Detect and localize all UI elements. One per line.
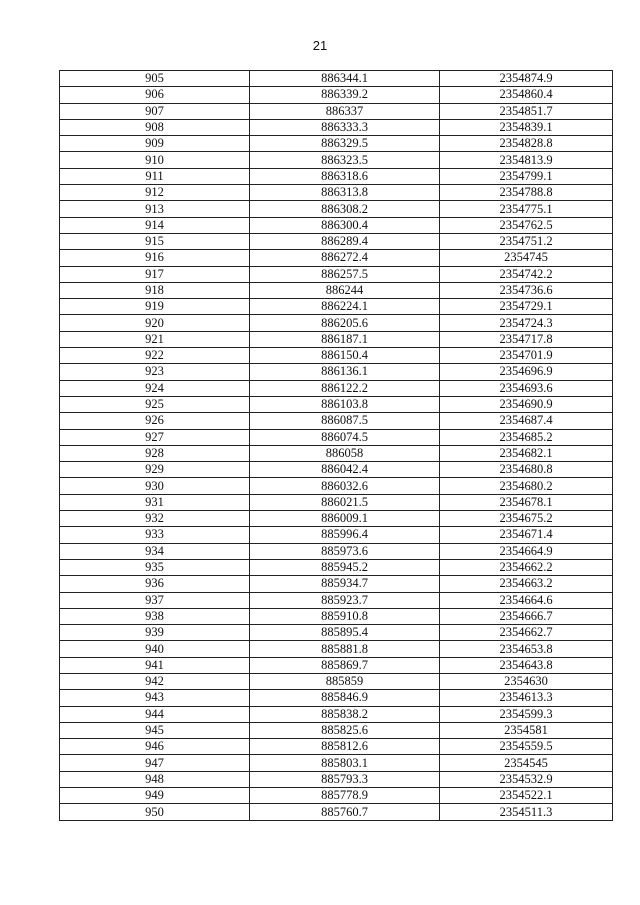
x-coordinate-cell: 886187.1 <box>250 331 440 347</box>
y-coordinate-cell: 2354666.7 <box>440 608 613 624</box>
table-row <box>60 641 613 657</box>
point-number-cell: 916 <box>60 250 250 266</box>
y-coordinate-cell: 2354545 <box>440 755 613 771</box>
y-coordinate-cell: 2354851.7 <box>440 103 613 119</box>
y-coordinate-cell: 2354643.8 <box>440 657 613 673</box>
x-coordinate-cell: 886205.6 <box>250 315 440 331</box>
table-row <box>60 559 613 575</box>
point-number-cell: 909 <box>60 136 250 152</box>
y-coordinate-cell: 2354599.3 <box>440 706 613 722</box>
point-number-cell: 950 <box>60 804 250 820</box>
table-row <box>60 250 613 266</box>
table-row <box>60 788 613 804</box>
x-coordinate-cell: 886339.2 <box>250 87 440 103</box>
y-coordinate-cell: 2354745 <box>440 250 613 266</box>
point-number-cell: 931 <box>60 494 250 510</box>
x-coordinate-cell: 885945.2 <box>250 559 440 575</box>
table-row <box>60 673 613 689</box>
table-row <box>60 168 613 184</box>
point-number-cell: 911 <box>60 168 250 184</box>
y-coordinate-cell: 2354663.2 <box>440 576 613 592</box>
y-coordinate-cell: 2354581 <box>440 722 613 738</box>
x-coordinate-cell: 885923.7 <box>250 592 440 608</box>
table-row <box>60 722 613 738</box>
x-coordinate-cell: 885825.6 <box>250 722 440 738</box>
x-coordinate-cell: 886272.4 <box>250 250 440 266</box>
y-coordinate-cell: 2354693.6 <box>440 380 613 396</box>
y-coordinate-cell: 2354762.5 <box>440 217 613 233</box>
point-number-cell: 922 <box>60 348 250 364</box>
point-number-cell: 928 <box>60 445 250 461</box>
table-row <box>60 429 613 445</box>
x-coordinate-cell: 886329.5 <box>250 136 440 152</box>
point-number-cell: 946 <box>60 739 250 755</box>
y-coordinate-cell: 2354799.1 <box>440 168 613 184</box>
table-row <box>60 527 613 543</box>
point-number-cell: 924 <box>60 380 250 396</box>
point-number-cell: 915 <box>60 233 250 249</box>
x-coordinate-cell: 886087.5 <box>250 413 440 429</box>
point-number-cell: 937 <box>60 592 250 608</box>
y-coordinate-cell: 2354671.4 <box>440 527 613 543</box>
x-coordinate-cell: 886103.8 <box>250 396 440 412</box>
y-coordinate-cell: 2354839.1 <box>440 119 613 135</box>
x-coordinate-cell: 885869.7 <box>250 657 440 673</box>
point-number-cell: 905 <box>60 71 250 87</box>
x-coordinate-cell: 886313.8 <box>250 185 440 201</box>
point-number-cell: 940 <box>60 641 250 657</box>
x-coordinate-cell: 886308.2 <box>250 201 440 217</box>
table-row <box>60 804 613 820</box>
table-row <box>60 87 613 103</box>
point-number-cell: 919 <box>60 299 250 315</box>
y-coordinate-cell: 2354690.9 <box>440 396 613 412</box>
x-coordinate-cell: 886318.6 <box>250 168 440 184</box>
table-row <box>60 217 613 233</box>
point-number-cell: 945 <box>60 722 250 738</box>
table-row <box>60 462 613 478</box>
point-number-cell: 941 <box>60 657 250 673</box>
x-coordinate-cell: 885973.6 <box>250 543 440 559</box>
x-coordinate-cell: 886244 <box>250 282 440 298</box>
x-coordinate-cell: 886344.1 <box>250 71 440 87</box>
x-coordinate-cell: 885910.8 <box>250 608 440 624</box>
y-coordinate-cell: 2354682.1 <box>440 445 613 461</box>
table-row <box>60 266 613 282</box>
table-row <box>60 755 613 771</box>
table-row <box>60 706 613 722</box>
x-coordinate-cell: 885934.7 <box>250 576 440 592</box>
x-coordinate-cell: 886333.3 <box>250 119 440 135</box>
coordinates-table <box>59 70 613 821</box>
table-row <box>60 364 613 380</box>
point-number-cell: 913 <box>60 201 250 217</box>
point-number-cell: 939 <box>60 625 250 641</box>
y-coordinate-cell: 2354662.2 <box>440 559 613 575</box>
table-row <box>60 413 613 429</box>
y-coordinate-cell: 2354742.2 <box>440 266 613 282</box>
y-coordinate-cell: 2354736.6 <box>440 282 613 298</box>
point-number-cell: 934 <box>60 543 250 559</box>
table-row <box>60 380 613 396</box>
x-coordinate-cell: 885846.9 <box>250 690 440 706</box>
x-coordinate-cell: 885760.7 <box>250 804 440 820</box>
table-body <box>60 71 613 821</box>
point-number-cell: 906 <box>60 87 250 103</box>
point-number-cell: 925 <box>60 396 250 412</box>
point-number-cell: 921 <box>60 331 250 347</box>
point-number-cell: 935 <box>60 559 250 575</box>
table-row <box>60 331 613 347</box>
y-coordinate-cell: 2354724.3 <box>440 315 613 331</box>
table-row <box>60 592 613 608</box>
x-coordinate-cell: 886009.1 <box>250 511 440 527</box>
x-coordinate-cell: 886257.5 <box>250 266 440 282</box>
point-number-cell: 917 <box>60 266 250 282</box>
table-row <box>60 511 613 527</box>
x-coordinate-cell: 885778.9 <box>250 788 440 804</box>
table-row <box>60 690 613 706</box>
table-row <box>60 282 613 298</box>
point-number-cell: 944 <box>60 706 250 722</box>
x-coordinate-cell: 885895.4 <box>250 625 440 641</box>
table-row <box>60 608 613 624</box>
x-coordinate-cell: 886021.5 <box>250 494 440 510</box>
y-coordinate-cell: 2354613.3 <box>440 690 613 706</box>
table-row <box>60 71 613 87</box>
y-coordinate-cell: 2354680.2 <box>440 478 613 494</box>
y-coordinate-cell: 2354788.8 <box>440 185 613 201</box>
table-row <box>60 494 613 510</box>
point-number-cell: 918 <box>60 282 250 298</box>
x-coordinate-cell: 886337 <box>250 103 440 119</box>
table-row <box>60 119 613 135</box>
point-number-cell: 947 <box>60 755 250 771</box>
table-row <box>60 657 613 673</box>
y-coordinate-cell: 2354696.9 <box>440 364 613 380</box>
y-coordinate-cell: 2354685.2 <box>440 429 613 445</box>
table-row <box>60 152 613 168</box>
y-coordinate-cell: 2354687.4 <box>440 413 613 429</box>
point-number-cell: 923 <box>60 364 250 380</box>
y-coordinate-cell: 2354664.9 <box>440 543 613 559</box>
point-number-cell: 932 <box>60 511 250 527</box>
y-coordinate-cell: 2354630 <box>440 673 613 689</box>
point-number-cell: 926 <box>60 413 250 429</box>
x-coordinate-cell: 885838.2 <box>250 706 440 722</box>
y-coordinate-cell: 2354522.1 <box>440 788 613 804</box>
y-coordinate-cell: 2354860.4 <box>440 87 613 103</box>
table-row <box>60 201 613 217</box>
y-coordinate-cell: 2354775.1 <box>440 201 613 217</box>
x-coordinate-cell: 885859 <box>250 673 440 689</box>
point-number-cell: 936 <box>60 576 250 592</box>
y-coordinate-cell: 2354511.3 <box>440 804 613 820</box>
x-coordinate-cell: 886136.1 <box>250 364 440 380</box>
table-row <box>60 299 613 315</box>
y-coordinate-cell: 2354675.2 <box>440 511 613 527</box>
table-row <box>60 478 613 494</box>
y-coordinate-cell: 2354813.9 <box>440 152 613 168</box>
x-coordinate-cell: 886032.6 <box>250 478 440 494</box>
x-coordinate-cell: 886122.2 <box>250 380 440 396</box>
x-coordinate-cell: 886074.5 <box>250 429 440 445</box>
y-coordinate-cell: 2354874.9 <box>440 71 613 87</box>
y-coordinate-cell: 2354751.2 <box>440 233 613 249</box>
table-row <box>60 739 613 755</box>
point-number-cell: 910 <box>60 152 250 168</box>
point-number-cell: 942 <box>60 673 250 689</box>
point-number-cell: 949 <box>60 788 250 804</box>
x-coordinate-cell: 886300.4 <box>250 217 440 233</box>
y-coordinate-cell: 2354653.8 <box>440 641 613 657</box>
point-number-cell: 930 <box>60 478 250 494</box>
x-coordinate-cell: 886323.5 <box>250 152 440 168</box>
y-coordinate-cell: 2354678.1 <box>440 494 613 510</box>
table-row <box>60 136 613 152</box>
point-number-cell: 907 <box>60 103 250 119</box>
y-coordinate-cell: 2354717.8 <box>440 331 613 347</box>
table-row <box>60 396 613 412</box>
point-number-cell: 912 <box>60 185 250 201</box>
point-number-cell: 929 <box>60 462 250 478</box>
x-coordinate-cell: 885812.6 <box>250 739 440 755</box>
point-number-cell: 920 <box>60 315 250 331</box>
y-coordinate-cell: 2354532.9 <box>440 771 613 787</box>
x-coordinate-cell: 886058 <box>250 445 440 461</box>
x-coordinate-cell: 885881.8 <box>250 641 440 657</box>
x-coordinate-cell: 885803.1 <box>250 755 440 771</box>
table-row <box>60 771 613 787</box>
x-coordinate-cell: 885793.3 <box>250 771 440 787</box>
point-number-cell: 933 <box>60 527 250 543</box>
x-coordinate-cell: 886042.4 <box>250 462 440 478</box>
point-number-cell: 908 <box>60 119 250 135</box>
point-number-cell: 948 <box>60 771 250 787</box>
y-coordinate-cell: 2354559.5 <box>440 739 613 755</box>
y-coordinate-cell: 2354828.8 <box>440 136 613 152</box>
page-number: 21 <box>312 38 328 53</box>
table-row <box>60 103 613 119</box>
table-row <box>60 315 613 331</box>
point-number-cell: 943 <box>60 690 250 706</box>
y-coordinate-cell: 2354662.7 <box>440 625 613 641</box>
y-coordinate-cell: 2354680.8 <box>440 462 613 478</box>
y-coordinate-cell: 2354664.6 <box>440 592 613 608</box>
x-coordinate-cell: 885996.4 <box>250 527 440 543</box>
table-row <box>60 543 613 559</box>
table-row <box>60 348 613 364</box>
x-coordinate-cell: 886150.4 <box>250 348 440 364</box>
table-row <box>60 233 613 249</box>
y-coordinate-cell: 2354701.9 <box>440 348 613 364</box>
point-number-cell: 927 <box>60 429 250 445</box>
y-coordinate-cell: 2354729.1 <box>440 299 613 315</box>
point-number-cell: 914 <box>60 217 250 233</box>
table-row <box>60 576 613 592</box>
table-row <box>60 445 613 461</box>
x-coordinate-cell: 886289.4 <box>250 233 440 249</box>
table-row <box>60 185 613 201</box>
table-row <box>60 625 613 641</box>
coordinates-table-container <box>59 70 612 821</box>
point-number-cell: 938 <box>60 608 250 624</box>
x-coordinate-cell: 886224.1 <box>250 299 440 315</box>
